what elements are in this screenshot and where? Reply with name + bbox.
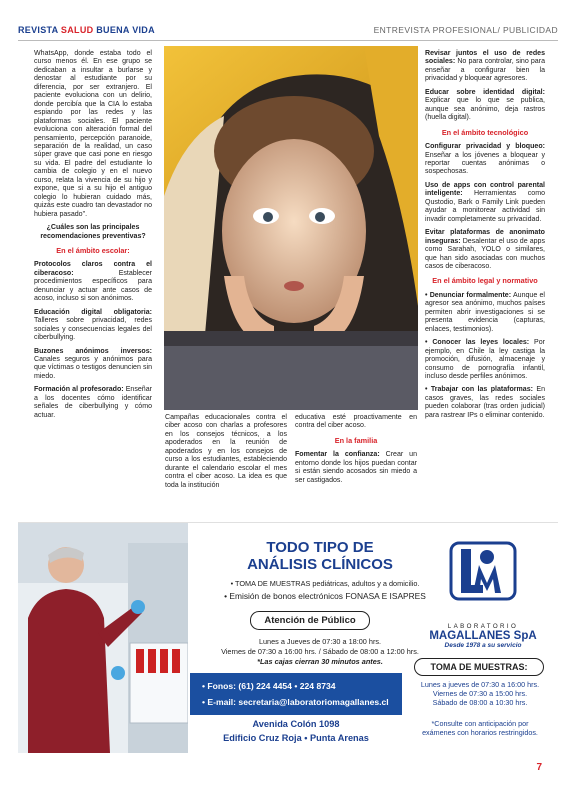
item-buzones xyxy=(34,348,152,382)
item-text: Herramientas como Qustodio, Bark o Family Link pueden ayudar a monitorear actividad sin invadir completamente su privacidad. xyxy=(425,190,545,223)
page-number: 7 xyxy=(536,762,542,773)
paragraph: WhatsApp, donde estaba todo el curso menos él. En ese grupo se dedicaban a insultar a burlarse y denostar al estudiante por su diferencia, por ser extranjero. El paciente evoluciona con un delirio, donde percibía que la CIA lo estaba espiando por las redes y las plataformas sociales. El paciente evoluciona con alteración formal del pensamiento, percepción paranoide, separación de la realidad, un caso súper grave que casi pone en riesgo su vida. El padre del estudiante lo cambia de colegio y en el nuevo curso, relata la vivencia de su hijo y expone, que si a su hijo el antiguo colegio lo hubieran cuidado más, quizás este cuadro tan devastador no hubiera pasado". xyxy=(34,50,152,218)
logo-mark-icon xyxy=(413,535,553,625)
restricted-note-1: *Consulte con anticipación por xyxy=(431,719,529,728)
page-header xyxy=(0,0,576,46)
subheading-legal: En el ámbito legal y normativo xyxy=(432,276,538,286)
item-protocolos xyxy=(34,261,152,303)
item-title: Configurar privacidad y bloqueo: xyxy=(425,143,545,151)
child-with-laptop-photo xyxy=(164,46,418,410)
ad-bullet-1: • TOMA DE MUESTRAS pediátricas, adultos y a domicilio. xyxy=(230,579,420,588)
item-title: Revisar juntos el uso de redes sociales: xyxy=(425,50,545,66)
item-title: • Trabajar con las plataformas: xyxy=(425,386,533,394)
phones: • Fonos: (61) 224 4454 • 224 8734 xyxy=(202,681,336,691)
ad-headline-line-2: ANÁLISIS CLÍNICOS xyxy=(247,556,393,573)
interview-question: ¿Cuáles son las principales recomendaciones preventivas? xyxy=(40,224,146,240)
brand-word-salud: SALUD xyxy=(60,25,94,35)
article-column-4 xyxy=(295,414,417,490)
article-column-1 xyxy=(34,50,152,425)
hours-fri-sat: Viernes de 07:30 a 16:00 hrs. / Sábado de 08:00 a 12:00 hrs. xyxy=(221,647,419,656)
item-title: Protocolos claros contra el ciberacoso: xyxy=(34,261,152,277)
item-title: Educar sobre identidad digital: xyxy=(425,88,545,96)
item-evitar xyxy=(425,229,545,271)
item-text: No para controlar, sino para enseñar a configurar bien la privacidad y bloquear agresores. xyxy=(425,58,545,83)
lab-name: MAGALLANES SpA xyxy=(429,630,537,642)
toma-weekdays: Lunes a jueves de 07:30 a 16:00 hrs. xyxy=(420,680,540,689)
email[interactable]: • E-mail: secretaria@laboratoriomagallanes.cl xyxy=(202,697,389,707)
item-text: Establecer procedimientos específicos para denunciar y actuar ante casos de acoso, incluso si son anónimos. xyxy=(34,269,152,303)
ad-headline xyxy=(200,539,440,573)
paragraph: educativa esté proactivamente en contra del ciber acoso. xyxy=(295,414,417,430)
toma-saturday: Sábado de 08:00 a 10:30 hrs. xyxy=(432,698,528,707)
restricted-note-2: exámenes con horarios restringidos. xyxy=(422,728,538,737)
item-text: Enseñar a los jóvenes a bloquear y reportar cuentas anónimas o sospechosas. xyxy=(425,151,545,176)
article-column-2 xyxy=(425,50,545,425)
lab-technician-photo xyxy=(18,523,188,753)
item-educar xyxy=(425,89,545,123)
item-fomentar xyxy=(295,451,417,485)
laboratory-advertisement xyxy=(18,522,558,753)
lab-illustration xyxy=(18,523,188,753)
toma-muestras-label: TOMA DE MUESTRAS: xyxy=(414,658,544,676)
hours-weekdays: Lunes a Jueves de 07:30 a 18:00 hrs. xyxy=(258,637,382,646)
address-line-2: Edificio Cruz Roja • Punta Arenas xyxy=(223,733,369,743)
item-configurar xyxy=(425,143,545,177)
subheading-escolar: En el ámbito escolar: xyxy=(56,245,130,255)
item-title: • Denunciar formalmente: xyxy=(425,291,512,299)
item-text: Crear un entorno donde los hijos puedan contar si están siendo acosados sin miedo a ser castigados. xyxy=(295,451,418,484)
brand-word-revista: REVISTA xyxy=(18,25,59,35)
item-text: Talleres sobre privacidad, redes sociales y consecuencias legales del ciberbullying. xyxy=(34,317,152,342)
item-title: Fomentar la confianza: xyxy=(295,451,380,459)
item-text: Canales seguros y anónimos para que víctimas o testigos denuncien sin miedo. xyxy=(34,355,152,380)
item-text: Desalentar el uso de apps como Sarahah, YOLO o similares, que han sido asociadas con muchos casos de ciberacoso. xyxy=(425,237,545,270)
atencion-publico-label: Atención de Público xyxy=(250,611,370,630)
item-plataformas xyxy=(425,386,545,420)
item-title: • Conocer las leyes locales: xyxy=(425,339,530,347)
item-apps xyxy=(425,182,545,224)
paragraph: Campañas educacionales contra el ciber acoso con charlas a profesores en los consejos técnicos, a los apoderados en la reunión de apoderados y en los consejos de curso a los estudiantes, estableciendo durante el calendario escolar el mes contra el ciber acoso. La idea es que toda la institución xyxy=(165,414,287,489)
item-text: Aunque el agresor sea anónimo, muchos países permiten abrir investigaciones si se presenta evidencia (capturas, enlaces, testimonios). xyxy=(425,291,545,333)
brand-word-buena-vida: BUENA VIDA xyxy=(96,25,155,35)
header-divider xyxy=(18,40,558,41)
lab-word: LABORATORIO xyxy=(447,623,519,630)
article-column-3 xyxy=(165,414,287,495)
ad-headline-line-1: TODO TIPO DE xyxy=(266,539,374,556)
lab-tagline: Desde 1978 a su servicio xyxy=(444,642,522,649)
item-text: En casos graves, las redes sociales pueden colaborar (tras orden judicial) para rastrear IPs o eliminar contenido. xyxy=(425,386,545,419)
item-title: Uso de apps con control parental inteligente: xyxy=(425,181,545,198)
item-formacion xyxy=(34,386,152,420)
item-denunciar xyxy=(425,292,545,334)
item-title: Buzones anónimos inversos: xyxy=(34,347,152,355)
hours-note: *Las cajas cierran 30 minutos antes. xyxy=(257,657,383,666)
item-title: Educación digital obligatoria: xyxy=(34,308,152,316)
item-title: Evitar plataformas de anonimato inseguras: xyxy=(425,229,545,245)
item-text: Explicar que lo que se publica, aunque sea anónimo, deja rastros (huella digital). xyxy=(425,97,545,122)
item-leyes xyxy=(425,339,545,381)
section-label: ENTREVISTA PROFESIONAL/ PUBLICIDAD xyxy=(373,25,558,35)
item-text: Enseñar a los docentes cómo identificar señales de ciberbullying y cómo actuar. xyxy=(34,386,152,419)
item-educacion xyxy=(34,309,152,343)
photo-illustration xyxy=(164,46,418,410)
item-text: Por ejemplo, en Chile la ley castiga la promoción, difusión, almacenaje y consumo de pornografía infantil, incluso desde perfiles anónimos. xyxy=(425,339,545,380)
toma-friday: Viernes de 07:30 a 15:00 hrs. xyxy=(432,689,528,698)
subheading-familia: En la familia xyxy=(334,435,378,445)
subheading-tecnologico: En el ámbito tecnológico xyxy=(441,127,529,137)
magazine-brand xyxy=(18,25,155,35)
address-line-1: Avenida Colón 1098 xyxy=(252,719,340,729)
ad-bullet-2: • Emisión de bonos electrónicos FONASA E ISAPRES xyxy=(224,591,426,601)
lab-name-block xyxy=(408,623,558,649)
item-title: Formación al profesorado: xyxy=(34,386,124,394)
item-revisar xyxy=(425,50,545,84)
contact-box xyxy=(190,673,402,715)
